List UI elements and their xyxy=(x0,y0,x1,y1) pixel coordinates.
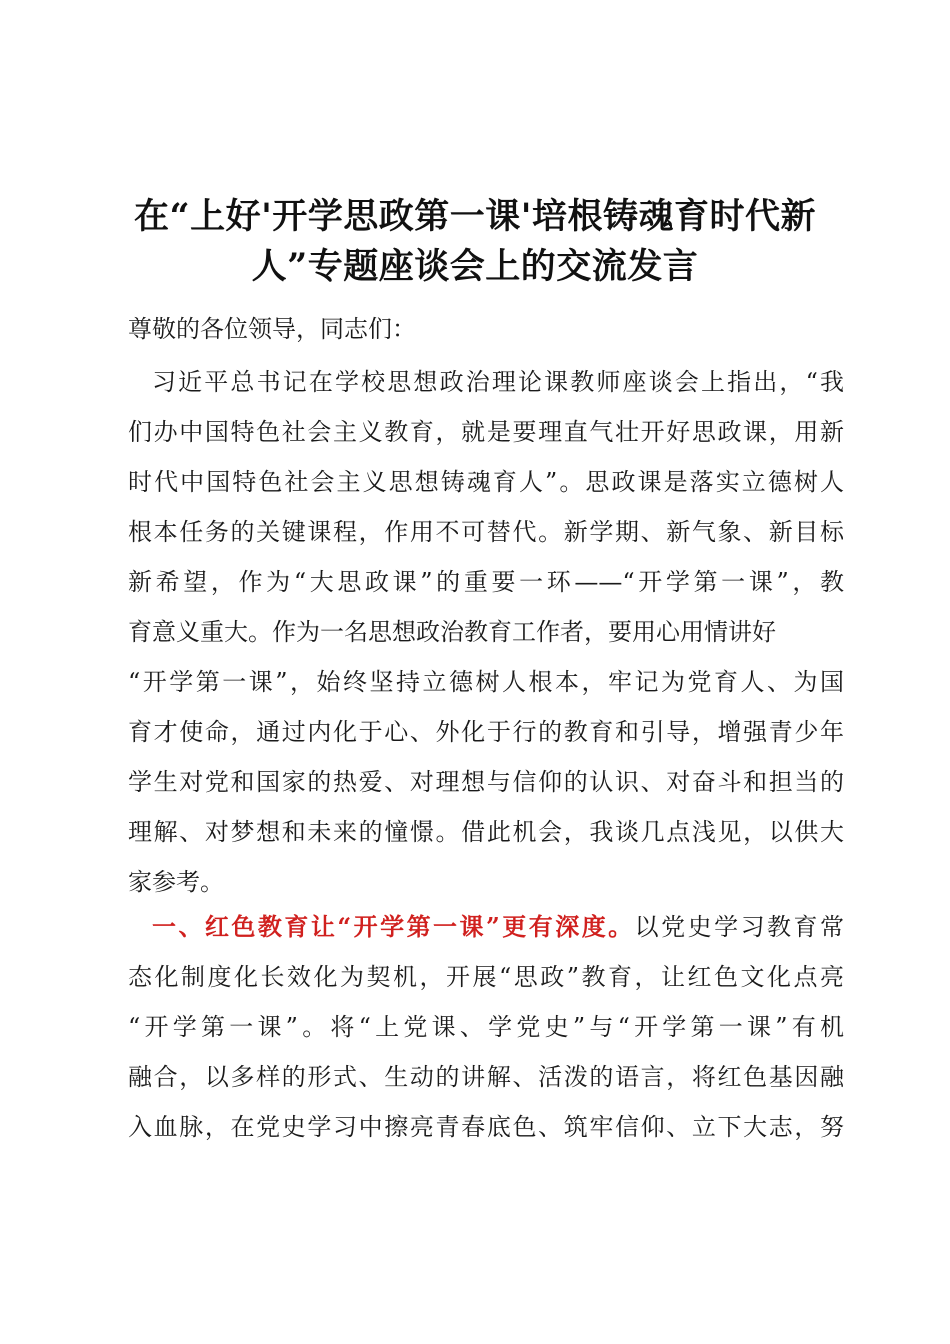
paragraph-line: “开学第一课”，始终坚持立德树人根本，牢记为党育人、为国 xyxy=(128,668,844,696)
section-1-paragraph xyxy=(128,902,844,1152)
paragraph-line: “开学第一课”。将“上党课、学党史”与“开学第一课”有机 xyxy=(128,1013,844,1041)
paragraph-line: 习近平总书记在学校思想政治理论课教师座谈会上指出，“我 xyxy=(152,368,844,396)
title-line-1: 在“上好'开学思政第一课'培根铸魂育时代新 xyxy=(133,196,817,237)
salutation: 尊敬的各位领导，同志们： xyxy=(128,315,416,343)
intro-paragraph xyxy=(128,357,844,907)
paragraph-line: 根本任务的关键课程，作用不可替代。新学期、新气象、新目标 xyxy=(128,518,844,546)
paragraph-line: 学生对党和国家的热爱、对理想与信仰的认识、对奋斗和担当的 xyxy=(128,768,844,796)
paragraph-line: 育意义重大。作为一名思想政治教育工作者，要用心用情讲好 xyxy=(128,618,776,646)
paragraph-line: 们办中国特色社会主义教育，就是要理直气壮开好思政课，用新 xyxy=(128,418,844,446)
section-1-first-line xyxy=(128,902,844,952)
paragraph-line: 融合，以多样的形式、生动的讲解、活泼的语言，将红色基因融 xyxy=(128,1063,844,1091)
paragraph-line: 育才使命，通过内化于心、外化于行的教育和引导，增强青少年 xyxy=(128,718,844,746)
paragraph-line: 时代中国特色社会主义思想铸魂育人”。思政课是落实立德树人 xyxy=(128,468,844,496)
paragraph-line: 新希望，作为“大思政课”的重要一环——“开学第一课”，教 xyxy=(128,568,844,596)
paragraph-line: 态化制度化长效化为契机，开展“思政”教育，让红色文化点亮 xyxy=(128,963,844,991)
title-line-2: 人”专题座谈会上的交流发言 xyxy=(251,246,699,287)
document-title xyxy=(100,192,850,292)
paragraph-line: 家参考。 xyxy=(128,868,224,896)
paragraph-line: 理解、对梦想和未来的憧憬。借此机会，我谈几点浅见，以供大 xyxy=(128,818,844,846)
section-1-heading: 一、红色教育让“开学第一课”更有深度。 xyxy=(152,912,635,941)
paragraph-line: 入血脉，在党史学习中擦亮青春底色、筑牢信仰、立下大志，努 xyxy=(128,1113,844,1141)
section-1-first-line-text: 以党史学习教育常 xyxy=(634,913,845,941)
